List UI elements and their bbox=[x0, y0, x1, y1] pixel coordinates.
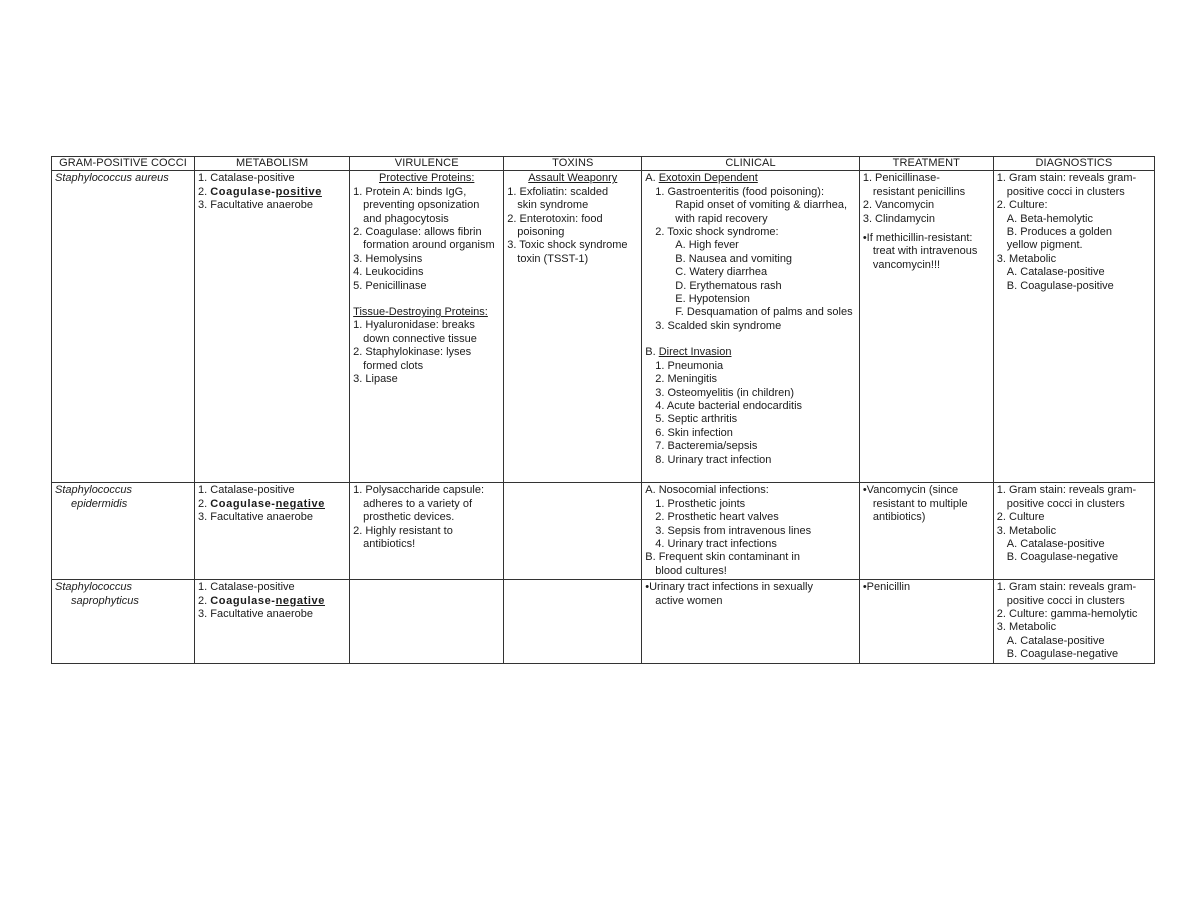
clinical-item: 1. Pneumonia bbox=[655, 359, 724, 372]
virulence-item: 2. Highly resistant to bbox=[353, 524, 453, 537]
diagnostics-item: 3. Metabolic bbox=[996, 524, 1057, 537]
clinical-item: 1. Prosthetic joints bbox=[655, 497, 746, 510]
diagnostics-item: 1. Gram stain: reveals gram- bbox=[996, 172, 1137, 185]
treatment-item: 3. Clindamycin bbox=[862, 212, 935, 225]
clinical-item: 6. Skin infection bbox=[655, 426, 733, 439]
toxins-cell-empty bbox=[504, 580, 642, 663]
metabolism-item-coagulase bbox=[198, 595, 346, 608]
treatment-item: •Penicillin bbox=[862, 581, 911, 594]
clinical-item: 7. Bacteremia/sepsis bbox=[655, 440, 758, 453]
spacer bbox=[353, 293, 500, 306]
clinical-item: D. Erythematous rash bbox=[675, 279, 782, 292]
clinical-subheading: Direct Invasion bbox=[658, 346, 732, 359]
treatment-item: resistant to multiple bbox=[872, 497, 968, 510]
header-row bbox=[52, 157, 1155, 171]
virulence-cell-empty bbox=[350, 580, 504, 663]
diagnostics-item: positive cocci in clusters bbox=[1006, 497, 1125, 510]
clinical-item: •Urinary tract infections in sexually bbox=[645, 581, 813, 594]
coagulase-label: Coagulase- bbox=[210, 497, 276, 510]
diagnostics-item: 2. Culture: gamma-hemolytic bbox=[996, 608, 1138, 621]
virulence-item: preventing opsonization bbox=[363, 199, 480, 212]
clinical-item: E. Hypotension bbox=[675, 293, 750, 306]
clinical-item: A. High fever bbox=[675, 239, 739, 252]
treatment-cell bbox=[859, 171, 993, 483]
clinical-item: A. Nosocomial infections: bbox=[645, 484, 769, 497]
metabolism-prefix: 2. bbox=[198, 594, 211, 607]
header-clinical: CLINICAL bbox=[642, 157, 860, 171]
clinical-item: active women bbox=[655, 594, 723, 607]
header-diagnostics: DIAGNOSTICS bbox=[993, 157, 1154, 171]
virulence-item: formation around organism bbox=[363, 239, 495, 252]
clinical-item: 2. Prosthetic heart valves bbox=[655, 511, 779, 524]
diagnostics-item: A. Catalase-positive bbox=[1006, 634, 1105, 647]
treatment-item: vancomycin!!! bbox=[872, 258, 941, 271]
virulence-item: 3. Hemolysins bbox=[353, 252, 423, 265]
virulence-item: 5. Penicillinase bbox=[353, 279, 427, 292]
toxins-item: toxin (TSST-1) bbox=[517, 252, 589, 265]
metabolism-item-coagulase bbox=[198, 186, 346, 199]
virulence-item: formed clots bbox=[363, 359, 424, 372]
organism-cell bbox=[52, 483, 195, 580]
virulence-item: 3. Lipase bbox=[353, 373, 398, 386]
staphylococcus-comparison-sheet bbox=[51, 156, 1155, 664]
toxins-item: skin syndrome bbox=[517, 199, 589, 212]
virulence-subheading: Tissue-Destroying Proteins: bbox=[353, 306, 488, 319]
organism-name: saprophyticus bbox=[71, 594, 139, 607]
treatment-cell bbox=[859, 483, 993, 580]
clinical-item: Rapid onset of vomiting & diarrhea, bbox=[675, 199, 848, 212]
virulence-item: 4. Leukocidins bbox=[353, 266, 424, 279]
clinical-item: with rapid recovery bbox=[675, 212, 768, 225]
organism-name: Staphylococcus aureus bbox=[55, 172, 169, 185]
toxins-item: 2. Enterotoxin: food bbox=[507, 212, 603, 225]
metabolism-cell bbox=[195, 171, 350, 483]
virulence-item: adheres to a variety of bbox=[363, 497, 472, 510]
treatment-item: •If methicillin-resistant: bbox=[862, 232, 973, 245]
toxins-item: 1. Exfoliatin: scalded bbox=[507, 185, 609, 198]
diagnostics-cell bbox=[993, 580, 1154, 663]
metabolism-item: 1. Catalase-positive bbox=[198, 172, 295, 185]
virulence-item: 2. Staphylokinase: lyses bbox=[353, 346, 472, 359]
treatment-item: 1. Penicillinase- bbox=[862, 172, 940, 185]
metabolism-prefix: 2. bbox=[198, 185, 211, 198]
table-row-staph-saprophyticus bbox=[52, 580, 1155, 663]
clinical-item: 4. Acute bacterial endocarditis bbox=[655, 399, 803, 412]
diagnostics-cell bbox=[993, 171, 1154, 483]
clinical-item: 4. Urinary tract infections bbox=[655, 538, 777, 551]
diagnostics-item: A. Beta-hemolytic bbox=[1006, 212, 1093, 225]
metabolism-cell bbox=[195, 483, 350, 580]
diagnostics-item: A. Catalase-positive bbox=[1006, 538, 1105, 551]
treatment-item: •Vancomycin (since bbox=[862, 484, 959, 497]
toxins-cell-empty bbox=[504, 483, 642, 580]
virulence-item: down connective tissue bbox=[363, 332, 477, 345]
clinical-section-a bbox=[645, 172, 856, 185]
treatment-item: treat with intravenous bbox=[872, 245, 978, 258]
table-row-staph-aureus bbox=[52, 171, 1155, 483]
clinical-item: blood cultures! bbox=[655, 564, 727, 577]
header-toxins: TOXINS bbox=[504, 157, 642, 171]
metabolism-item-coagulase bbox=[198, 498, 346, 511]
clinical-item: B. Nausea and vomiting bbox=[675, 252, 793, 265]
treatment-item: antibiotics) bbox=[872, 511, 926, 524]
diagnostics-item: 2. Culture bbox=[996, 511, 1045, 524]
diagnostics-item: 3. Metabolic bbox=[996, 621, 1057, 634]
virulence-item: 2. Coagulase: allows fibrin bbox=[353, 226, 482, 239]
clinical-item: 1. Gastroenteritis (food poisoning): bbox=[655, 185, 825, 198]
toxins-item: 3. Toxic shock syndrome bbox=[507, 239, 628, 252]
virulence-item: and phagocytosis bbox=[363, 212, 449, 225]
diagnostics-item: positive cocci in clusters bbox=[1006, 185, 1125, 198]
metabolism-cell bbox=[195, 580, 350, 663]
metabolism-prefix: 2. bbox=[198, 497, 211, 510]
spacer bbox=[645, 333, 856, 346]
diagnostics-item: 3. Metabolic bbox=[996, 252, 1057, 265]
clinical-item: 2. Toxic shock syndrome: bbox=[655, 226, 779, 239]
header-gram-positive-cocci: GRAM-POSITIVE COCCI bbox=[52, 157, 195, 171]
virulence-item: 1. Hyaluronidase: breaks bbox=[353, 319, 475, 332]
clinical-item: 2. Meningitis bbox=[655, 373, 718, 386]
metabolism-item: 3. Facultative anaerobe bbox=[198, 608, 313, 621]
virulence-item: antibiotics! bbox=[363, 538, 416, 551]
organism-cell bbox=[52, 580, 195, 663]
header-virulence: VIRULENCE bbox=[350, 157, 504, 171]
metabolism-item: 3. Facultative anaerobe bbox=[198, 199, 313, 212]
treatment-cell bbox=[859, 580, 993, 663]
header-metabolism: METABOLISM bbox=[195, 157, 350, 171]
diagnostics-item: B. Coagulase-negative bbox=[1006, 648, 1119, 661]
diagnostics-item: 2. Culture: bbox=[996, 199, 1048, 212]
diagnostics-cell bbox=[993, 483, 1154, 580]
virulence-item: prosthetic devices. bbox=[363, 511, 455, 524]
treatment-item: 2. Vancomycin bbox=[862, 199, 935, 212]
header-treatment: TREATMENT bbox=[859, 157, 993, 171]
organism-name: epidermidis bbox=[71, 497, 128, 510]
clinical-cell bbox=[642, 483, 860, 580]
gram-positive-cocci-table bbox=[51, 156, 1155, 664]
virulence-cell bbox=[350, 171, 504, 483]
organism-name: Staphylococcus bbox=[55, 484, 133, 497]
organism-name: Staphylococcus bbox=[55, 581, 133, 594]
organism-cell bbox=[52, 171, 195, 483]
coagulase-result: negative bbox=[275, 594, 325, 607]
clinical-section-b bbox=[645, 346, 856, 359]
diagnostics-item: B. Coagulase-negative bbox=[1006, 551, 1119, 564]
clinical-item: 3. Sepsis from intravenous lines bbox=[655, 524, 812, 537]
virulence-subheading: Protective Proteins: bbox=[379, 172, 475, 185]
diagnostics-item: 1. Gram stain: reveals gram- bbox=[996, 484, 1137, 497]
metabolism-item: 3. Facultative anaerobe bbox=[198, 511, 313, 524]
clinical-prefix: B. bbox=[645, 346, 659, 359]
coagulase-result: negative bbox=[275, 497, 325, 510]
clinical-item: 8. Urinary tract infection bbox=[655, 453, 772, 466]
clinical-prefix: A. bbox=[645, 172, 659, 185]
clinical-item: B. Frequent skin contaminant in bbox=[645, 551, 800, 564]
diagnostics-item: A. Catalase-positive bbox=[1006, 266, 1105, 279]
toxins-cell bbox=[504, 171, 642, 483]
treatment-item: resistant penicillins bbox=[872, 185, 966, 198]
virulence-item: 1. Polysaccharide capsule: bbox=[353, 484, 485, 497]
clinical-cell bbox=[642, 171, 860, 483]
clinical-item: F. Desquamation of palms and soles bbox=[675, 306, 853, 319]
diagnostics-item: B. Produces a golden bbox=[1006, 226, 1112, 239]
virulence-item: 1. Protein A: binds IgG, bbox=[353, 185, 467, 198]
clinical-item: 5. Septic arthritis bbox=[655, 413, 738, 426]
diagnostics-item: 1. Gram stain: reveals gram- bbox=[996, 581, 1137, 594]
coagulase-label: Coagulase- bbox=[210, 185, 276, 198]
diagnostics-item: positive cocci in clusters bbox=[1006, 594, 1125, 607]
coagulase-result: positive bbox=[275, 185, 322, 198]
diagnostics-item: B. Coagulase-positive bbox=[1006, 279, 1114, 292]
toxins-item: poisoning bbox=[517, 226, 565, 239]
metabolism-item: 1. Catalase-positive bbox=[198, 484, 295, 497]
toxins-subheading: Assault Weaponry bbox=[528, 172, 618, 185]
metabolism-item: 1. Catalase-positive bbox=[198, 581, 295, 594]
clinical-subheading: Exotoxin Dependent bbox=[658, 172, 758, 185]
coagulase-label: Coagulase- bbox=[210, 594, 276, 607]
clinical-item: 3. Scalded skin syndrome bbox=[655, 319, 782, 332]
diagnostics-item: yellow pigment. bbox=[1006, 239, 1083, 252]
virulence-cell bbox=[350, 483, 504, 580]
clinical-item: C. Watery diarrhea bbox=[675, 266, 768, 279]
clinical-item: 3. Osteomyelitis (in children) bbox=[655, 386, 795, 399]
table-row-staph-epidermidis bbox=[52, 483, 1155, 580]
clinical-cell bbox=[642, 580, 860, 663]
